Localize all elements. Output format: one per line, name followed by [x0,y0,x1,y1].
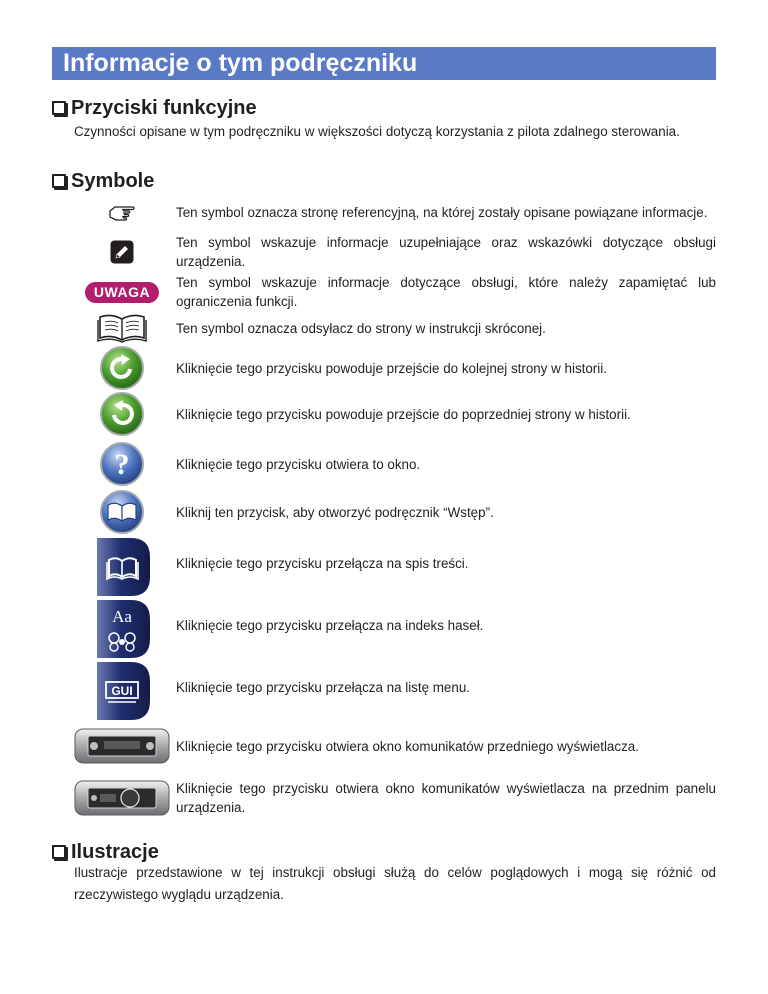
gui-tab-icon[interactable] [74,662,170,720]
section-heading-symbols [52,169,154,193]
help-question-icon[interactable] [74,444,170,484]
symbol-description: Kliknięcie tego przycisku otwiera to okno. [176,456,421,472]
symbol-description: Kliknięcie tego przycisku powoduje przejście do kolejnej strony w historii. [176,360,607,376]
front-display-icon[interactable] [74,726,170,766]
front-panel-display-icon[interactable] [74,778,170,818]
section-heading-symbols-label: Symbole [71,170,155,192]
symbol-row [74,778,716,818]
symbol-description: Kliknięcie tego przycisku otwiera okno komunikatów przedniego wyświetlacza. [176,738,639,754]
checkbox-bullet-icon [52,845,66,859]
symbol-description: Kliknięcie tego przycisku przełącza na listę menu. [176,679,470,695]
intro-book-icon[interactable] [74,492,170,532]
symbol-row [74,394,716,434]
gui-tab-label: GUI [111,684,133,698]
section-heading-buttons-label: Przyciski funkcyjne [71,97,257,119]
symbol-row [74,602,716,642]
symbol-row [74,540,716,580]
checkbox-bullet-icon [52,101,66,115]
symbol-description: Kliknij ten przycisk, aby otworzyć podręcznik “Wstęp”. [176,504,494,520]
svg-text:?: ? [114,448,130,481]
uwaga-badge-label: UWAGA [85,282,159,303]
symbol-description: Kliknięcie tego przycisku otwiera okno komunikatów wyświetlacza na przednim panelu urządzenia. [176,781,716,815]
symbol-row [74,726,716,766]
buttons-description: Czynności opisane w tym podręczniku w większości dotyczą korzystania z pilota zdalnego sterowania. [74,124,680,139]
symbol-row [74,664,716,704]
checkbox-bullet-icon [52,174,66,188]
index-tab-icon[interactable] [74,600,170,658]
contents-tab-icon[interactable] [74,538,170,596]
section-heading-illustrations-label: Ilustracje [71,841,159,863]
forward-history-icon[interactable] [74,348,170,388]
symbol-row [74,308,716,348]
symbol-description: Ten symbol oznacza stronę referencyjną, na której zostały opisane powiązane informacje. [176,204,708,220]
page-title: Informacje o tym podręczniku [52,47,716,80]
illustrations-description: Ilustracje przedstawione w tej instrukcji obsługi służą do celów poglądowych i mogą się różnić od rzeczywistego wyglądu urządzenia. [74,865,716,902]
pointing-hand-icon [74,192,170,232]
open-book-icon [74,308,170,348]
symbol-description: Kliknięcie tego przycisku przełącza na indeks haseł. [176,617,484,633]
symbol-row [74,444,716,484]
symbol-row [74,192,716,232]
symbol-row [74,348,716,388]
symbol-description: Kliknięcie tego przycisku powoduje przejście do poprzedniej strony w historii. [176,406,631,422]
back-history-icon[interactable] [74,394,170,434]
pencil-icon [74,232,170,272]
symbol-description: Kliknięcie tego przycisku przełącza na spis treści. [176,555,469,571]
section-heading-buttons [52,96,257,120]
symbol-row [74,492,716,532]
symbol-row [74,272,716,312]
symbol-description: Ten symbol oznacza odsyłacz do strony w instrukcji skróconej. [176,320,546,336]
symbol-description: Ten symbol wskazuje informacje dotyczące obsługi, które należy zapamiętać lub ograniczenia funkcji. [176,275,716,309]
uwaga-badge-icon [74,272,170,312]
index-tab-label: Aa [112,607,132,626]
section-heading-illustrations [52,840,159,864]
symbol-row [74,232,716,272]
symbol-description: Ten symbol wskazuje informacje uzupełniające oraz wskazówki dotyczące obsługi urządzenia. [176,235,716,269]
